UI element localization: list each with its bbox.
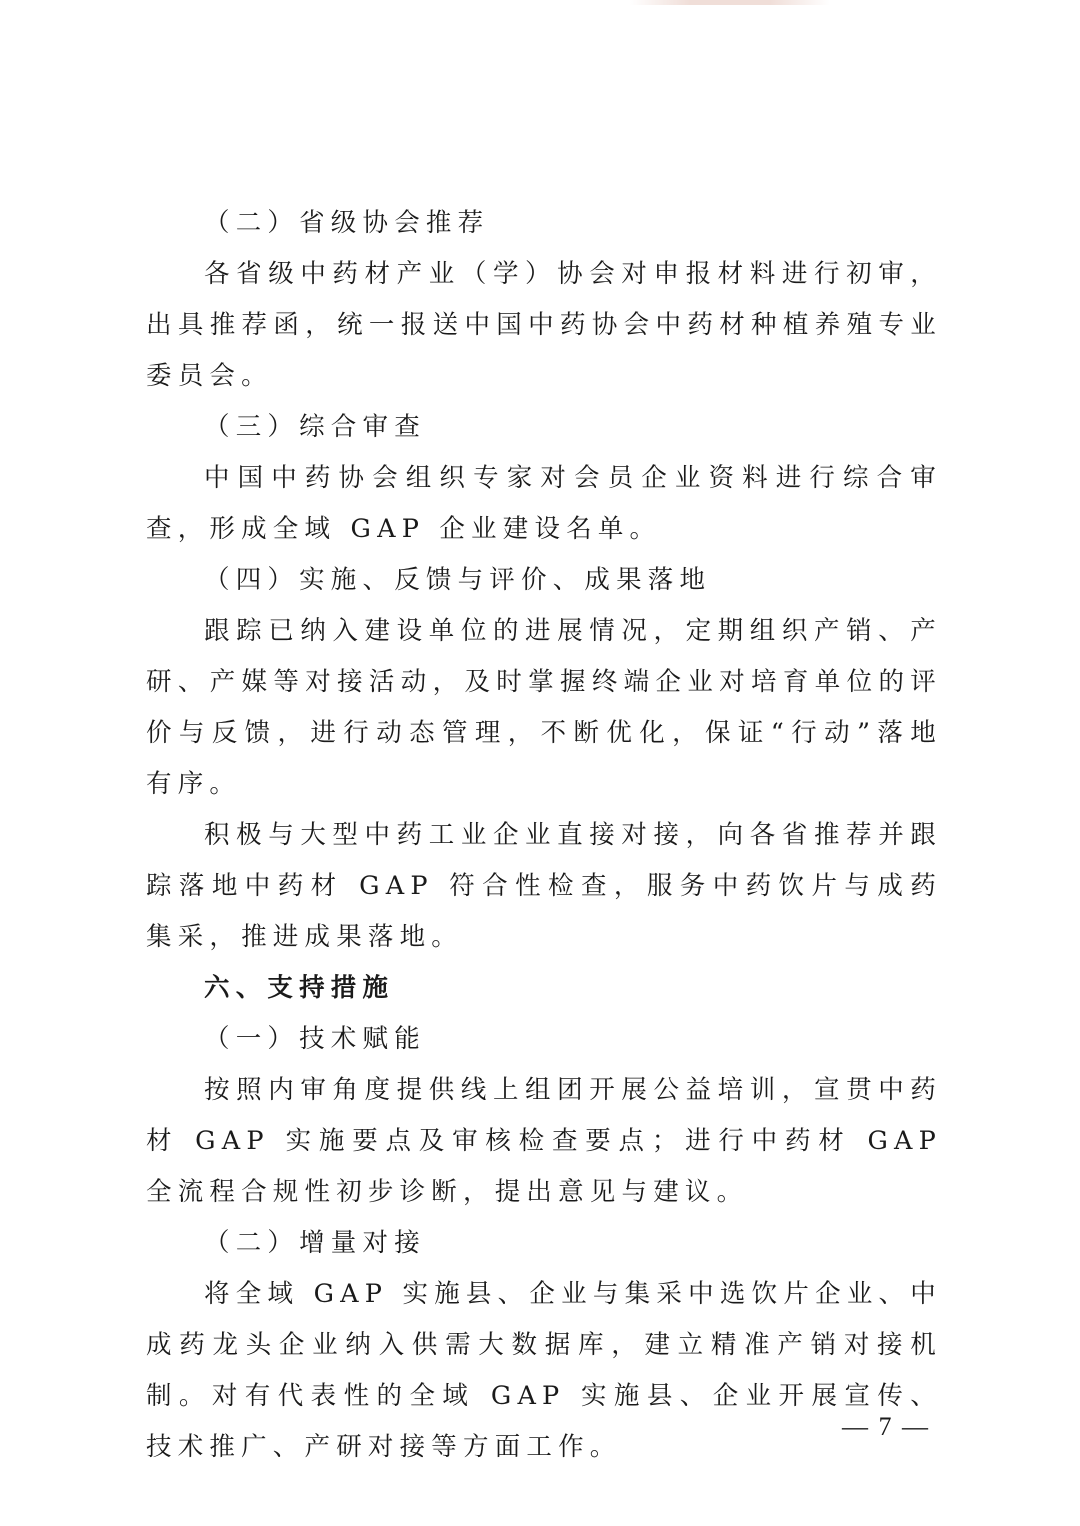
paragraph: 按照内审角度提供线上组团开展公益培训，宣贯中药材 GAP 实施要点及审核检查要点；进行中药材 GAP 全流程合规性初步诊断，提出意见与建议。 (146, 1075, 942, 1207)
page-number: — 7 — (842, 1412, 930, 1441)
scan-edge-mark (630, 0, 830, 5)
paragraph: 将全域 GAP 实施县、企业与集采中选饮片企业、中成药龙头企业纳入供需大数据库，建立精准产销对接机制。对有代表性的全域 GAP 实施县、企业开展宣传、技术推广、产研对接等方面工作。 (146, 1279, 942, 1462)
subheading-technical-empowerment: （一）技术赋能 (204, 1024, 426, 1054)
subheading-comprehensive-review: （三）综合审查 (204, 412, 426, 442)
paragraph: 各省级中药材产业（学）协会对申报材料进行初审，出具推荐函，统一报送中国中药协会中药材种植养殖专业委员会。 (146, 259, 942, 391)
subheading-implementation-feedback: （四）实施、反馈与评价、成果落地 (204, 565, 712, 595)
paragraph: 积极与大型中药工业企业直接对接，向各省推荐并跟踪落地中药材 GAP 符合性检查，服务中药饮片与成药集采，推进成果落地。 (146, 820, 942, 952)
subheading-incremental-docking: （二）增量对接 (204, 1228, 426, 1258)
document-body (146, 198, 942, 1473)
section-heading-support-measures: 六、支持措施 (204, 973, 395, 1003)
paragraph: 中国中药协会组织专家对会员企业资料进行综合审查，形成全域 GAP 企业建设名单。 (146, 463, 942, 544)
paragraph: 跟踪已纳入建设单位的进展情况，定期组织产销、产研、产媒等对接活动，及时掌握终端企业对培育单位的评价与反馈，进行动态管理，不断优化，保证“行动”落地有序。 (146, 616, 942, 799)
subheading-provincial-recommendation: （二）省级协会推荐 (204, 208, 490, 238)
